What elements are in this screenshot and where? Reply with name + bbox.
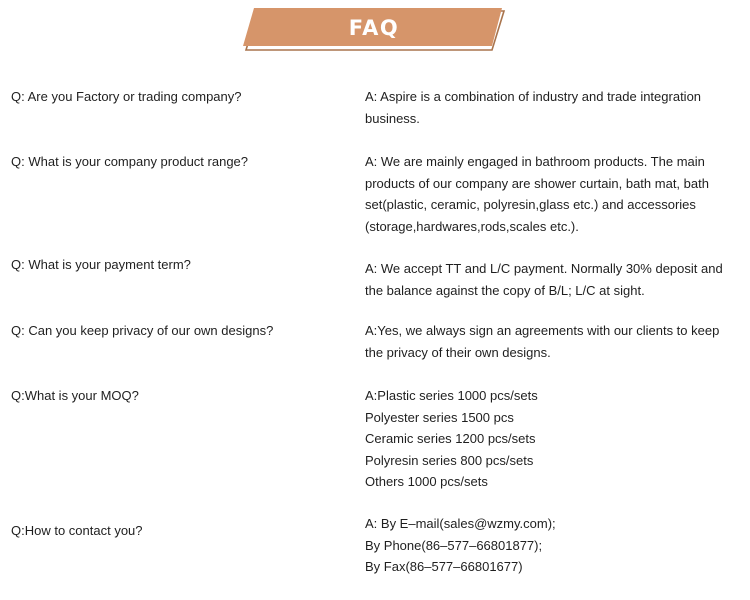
faq-answer-factory bbox=[365, 86, 745, 129]
faq-answer-line: A:Yes, we always sign an agreements with our clients to keep bbox=[365, 323, 720, 338]
faq-answer-line: A: We are mainly engaged in bathroom products. The main bbox=[365, 154, 705, 169]
page-title: FAQ bbox=[348, 16, 400, 40]
faq-answer-line: the balance against the copy of B/L; L/C at sight. bbox=[365, 282, 645, 298]
faq-answer-moq bbox=[365, 385, 745, 493]
faq-answer-line: the privacy of their own designs. bbox=[365, 344, 551, 360]
faq-answer-privacy bbox=[365, 320, 745, 363]
faq-answer-line: By Phone(86–577–66801877); bbox=[365, 537, 543, 553]
faq-question-factory: Q: Are you Factory or trading company? bbox=[11, 89, 242, 104]
faq-answer-line: A: By E–mail(sales@wzmy.com); bbox=[365, 516, 556, 531]
faq-answer-product-range bbox=[365, 151, 745, 237]
faq-answer-line: A: Aspire is a combination of industry and trade integration bbox=[365, 89, 702, 104]
faq-answer-line: set(plastic, ceramic, polyresin,glass etc.) and accessories bbox=[365, 197, 696, 212]
faq-question-payment-term: Q: What is your payment term? bbox=[11, 257, 191, 272]
faq-answer-line: (storage,hardwares,rods,scales etc.). bbox=[365, 218, 579, 234]
faq-question-contact: Q:How to contact you? bbox=[11, 523, 143, 538]
faq-question-privacy: Q: Can you keep privacy of our own designs? bbox=[11, 323, 274, 338]
faq-question-moq: Q:What is your MOQ? bbox=[11, 388, 139, 403]
faq-question-product-range: Q: What is your company product range? bbox=[11, 154, 249, 169]
faq-answer-line: A:Plastic series 1000 pcs/sets bbox=[365, 388, 538, 403]
faq-answer-line: By Fax(86–577–66801677) bbox=[365, 559, 523, 574]
faq-answer-contact bbox=[365, 513, 745, 578]
faq-answer-line: Polyester series 1500 pcs bbox=[365, 409, 514, 425]
faq-answer-payment-term bbox=[365, 258, 745, 301]
faq-answer-line: business. bbox=[365, 110, 420, 126]
faq-answer-line: products of our company are shower curtain, bath mat, bath bbox=[365, 175, 709, 191]
faq-answer-line: Polyresin series 800 pcs/sets bbox=[365, 452, 534, 468]
faq-answer-line: A: We accept TT and L/C payment. Normally 30% deposit and bbox=[365, 261, 723, 276]
faq-answer-line: Others 1000 pcs/sets bbox=[365, 474, 488, 489]
faq-answer-line: Ceramic series 1200 pcs/sets bbox=[365, 431, 536, 446]
